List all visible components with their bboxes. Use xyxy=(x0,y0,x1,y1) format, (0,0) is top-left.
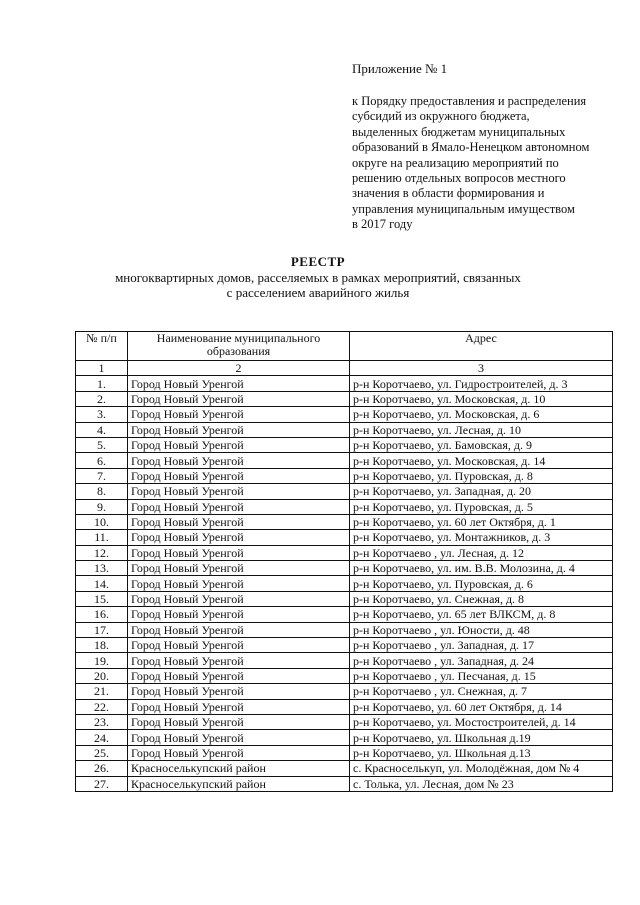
row-number-cell: 19. xyxy=(76,653,128,668)
row-number-cell: 20. xyxy=(76,668,128,683)
table-row xyxy=(76,607,613,622)
appendix-reference xyxy=(352,94,589,233)
row-number-cell: 23. xyxy=(76,714,128,729)
address-cell: р-н Коротчаево, ул. Бамовская, д. 9 xyxy=(350,437,613,452)
municipality-cell: Красноселькупский район xyxy=(128,761,350,776)
municipality-cell: Город Новый Уренгой xyxy=(128,607,350,622)
address-cell: р-н Коротчаево, ул. Гидростроителей, д. 3 xyxy=(350,376,613,391)
address-cell: р-н Коротчаево, ул. Пуровская, д. 8 xyxy=(350,468,613,483)
row-number-cell: 24. xyxy=(76,730,128,745)
address-cell: р-н Коротчаево, ул. Московская, д. 6 xyxy=(350,407,613,422)
table-row xyxy=(76,376,613,391)
municipality-cell: Город Новый Уренгой xyxy=(128,437,350,452)
document-title-block xyxy=(80,254,556,300)
address-cell: р-н Коротчаево , ул. Западная, д. 24 xyxy=(350,653,613,668)
municipality-cell: Город Новый Уренгой xyxy=(128,699,350,714)
municipality-cell: Город Новый Уренгой xyxy=(128,407,350,422)
municipality-cell: Город Новый Уренгой xyxy=(128,484,350,499)
row-number-cell: 11. xyxy=(76,530,128,545)
row-number-cell: 8. xyxy=(76,484,128,499)
appendix-line: значения в области формирования и xyxy=(352,186,545,201)
appendix-line: решению отдельных вопросов местного xyxy=(352,171,566,186)
row-number-cell: 10. xyxy=(76,514,128,529)
table-row xyxy=(76,668,613,683)
address-cell: р-н Коротчаево , ул. Юности, д. 48 xyxy=(350,622,613,637)
municipality-cell: Город Новый Уренгой xyxy=(128,745,350,760)
row-number-cell: 21. xyxy=(76,684,128,699)
table-row xyxy=(76,391,613,406)
row-number-cell: 25. xyxy=(76,745,128,760)
table-row xyxy=(76,622,613,637)
appendix-line: выделенных бюджетам муниципальных xyxy=(352,124,566,139)
municipality-cell: Город Новый Уренгой xyxy=(128,714,350,729)
municipality-cell: Город Новый Уренгой xyxy=(128,468,350,483)
table-row xyxy=(76,499,613,514)
address-cell: р-н Коротчаево, ул. Западная, д. 20 xyxy=(350,484,613,499)
table-row xyxy=(76,514,613,529)
table-row xyxy=(76,730,613,745)
row-number-cell: 3. xyxy=(76,407,128,422)
municipality-cell: Город Новый Уренгой xyxy=(128,545,350,560)
table-row xyxy=(76,576,613,591)
row-number-cell: 14. xyxy=(76,576,128,591)
row-number-cell: 7. xyxy=(76,468,128,483)
address-cell: р-н Коротчаево, ул. им. В.В. Молозина, д. 4 xyxy=(350,561,613,576)
table-row xyxy=(76,561,613,576)
registry-table xyxy=(75,331,613,792)
address-cell: р-н Коротчаево, ул. Пуровская, д. 6 xyxy=(350,576,613,591)
table-row xyxy=(76,422,613,437)
municipality-cell: Город Новый Уренгой xyxy=(128,530,350,545)
address-cell: р-н Коротчаево, ул. Московская, д. 10 xyxy=(350,391,613,406)
header-num: № п/п xyxy=(76,332,128,361)
row-number-cell: 1. xyxy=(76,376,128,391)
table-row xyxy=(76,545,613,560)
appendix-line: в 2017 году xyxy=(352,217,413,232)
municipality-cell: Город Новый Уренгой xyxy=(128,668,350,683)
header-address: Адрес xyxy=(350,332,613,361)
table-row xyxy=(76,714,613,729)
address-cell: р-н Коротчаево, ул. Школьная д.19 xyxy=(350,730,613,745)
row-number-cell: 5. xyxy=(76,437,128,452)
table-header-row xyxy=(76,332,613,361)
municipality-cell: Город Новый Уренгой xyxy=(128,591,350,606)
column-number: 2 xyxy=(128,361,350,376)
address-cell: р-н Коротчаево , ул. Снежная, д. 7 xyxy=(350,684,613,699)
municipality-cell: Город Новый Уренгой xyxy=(128,638,350,653)
address-cell: р-н Коротчаево, ул. Московская, д. 14 xyxy=(350,453,613,468)
table-row xyxy=(76,407,613,422)
municipality-cell: Город Новый Уренгой xyxy=(128,684,350,699)
row-number-cell: 4. xyxy=(76,422,128,437)
address-cell: р-н Коротчаево, ул. Школьная д.13 xyxy=(350,745,613,760)
address-cell: с. Толька, ул. Лесная, дом № 23 xyxy=(350,776,613,791)
municipality-cell: Город Новый Уренгой xyxy=(128,453,350,468)
table-row xyxy=(76,484,613,499)
table-row xyxy=(76,453,613,468)
table-row xyxy=(76,653,613,668)
address-cell: р-н Коротчаево, ул. Монтажников, д. 3 xyxy=(350,530,613,545)
municipality-cell: Город Новый Уренгой xyxy=(128,376,350,391)
address-cell: р-н Коротчаево, ул. 60 лет Октября, д. 1 xyxy=(350,514,613,529)
appendix-line: управления муниципальным имуществом xyxy=(352,201,575,216)
row-number-cell: 26. xyxy=(76,761,128,776)
row-number-cell: 16. xyxy=(76,607,128,622)
municipality-cell: Город Новый Уренгой xyxy=(128,561,350,576)
row-number-cell: 15. xyxy=(76,591,128,606)
appendix-line: к Порядку предоставления и распределения xyxy=(352,94,587,108)
table-row xyxy=(76,745,613,760)
table-row xyxy=(76,638,613,653)
appendix-line: образований в Ямало-Ненецком автономном xyxy=(352,140,590,155)
document-title: РЕЕСТР xyxy=(290,254,346,269)
header-municipality: Наименование муниципального образования xyxy=(128,332,350,361)
address-cell: р-н Коротчаево, ул. Мостостроителей, д. 14 xyxy=(350,714,613,729)
municipality-cell: Город Новый Уренгой xyxy=(128,514,350,529)
address-cell: с. Красноселькуп, ул. Молодёжная, дом № 4 xyxy=(350,761,613,776)
address-cell: р-н Коротчаево, ул. Пуровская, д. 5 xyxy=(350,499,613,514)
row-number-cell: 12. xyxy=(76,545,128,560)
municipality-cell: Город Новый Уренгой xyxy=(128,653,350,668)
municipality-cell: Красноселькупский район xyxy=(128,776,350,791)
row-number-cell: 13. xyxy=(76,561,128,576)
table-row xyxy=(76,437,613,452)
appendix-line: округе на реализацию мероприятий по xyxy=(352,155,559,170)
column-number-row xyxy=(76,361,613,376)
document-subtitle-line: многоквартирных домов, расселяемых в рамках мероприятий, связанных xyxy=(115,270,521,285)
municipality-cell: Город Новый Уренгой xyxy=(128,576,350,591)
row-number-cell: 2. xyxy=(76,391,128,406)
row-number-cell: 17. xyxy=(76,622,128,637)
column-number: 1 xyxy=(76,361,128,376)
row-number-cell: 6. xyxy=(76,453,128,468)
table-row xyxy=(76,776,613,791)
address-cell: р-н Коротчаево, ул. Снежная, д. 8 xyxy=(350,591,613,606)
table-row xyxy=(76,684,613,699)
table-row xyxy=(76,591,613,606)
document-subtitle-line: с расселением аварийного жилья xyxy=(226,285,410,300)
row-number-cell: 18. xyxy=(76,638,128,653)
address-cell: р-н Коротчаево , ул. Западная, д. 17 xyxy=(350,638,613,653)
address-cell: р-н Коротчаево, ул. Лесная, д. 10 xyxy=(350,422,613,437)
row-number-cell: 27. xyxy=(76,776,128,791)
table-row xyxy=(76,468,613,483)
appendix-number: Приложение № 1 xyxy=(352,61,448,76)
municipality-cell: Город Новый Уренгой xyxy=(128,622,350,637)
row-number-cell: 9. xyxy=(76,499,128,514)
address-cell: р-н Коротчаево , ул. Лесная, д. 12 xyxy=(350,545,613,560)
address-cell: р-н Коротчаево , ул. Песчаная, д. 15 xyxy=(350,668,613,683)
municipality-cell: Город Новый Уренгой xyxy=(128,391,350,406)
appendix-line: субсидий из окружного бюджета, xyxy=(352,109,530,124)
address-cell: р-н Коротчаево, ул. 65 лет ВЛКСМ, д. 8 xyxy=(350,607,613,622)
table-row xyxy=(76,761,613,776)
table-row xyxy=(76,699,613,714)
table-row xyxy=(76,530,613,545)
municipality-cell: Город Новый Уренгой xyxy=(128,730,350,745)
column-number: 3 xyxy=(350,361,613,376)
municipality-cell: Город Новый Уренгой xyxy=(128,422,350,437)
row-number-cell: 22. xyxy=(76,699,128,714)
address-cell: р-н Коротчаево, ул. 60 лет Октября, д. 14 xyxy=(350,699,613,714)
municipality-cell: Город Новый Уренгой xyxy=(128,499,350,514)
